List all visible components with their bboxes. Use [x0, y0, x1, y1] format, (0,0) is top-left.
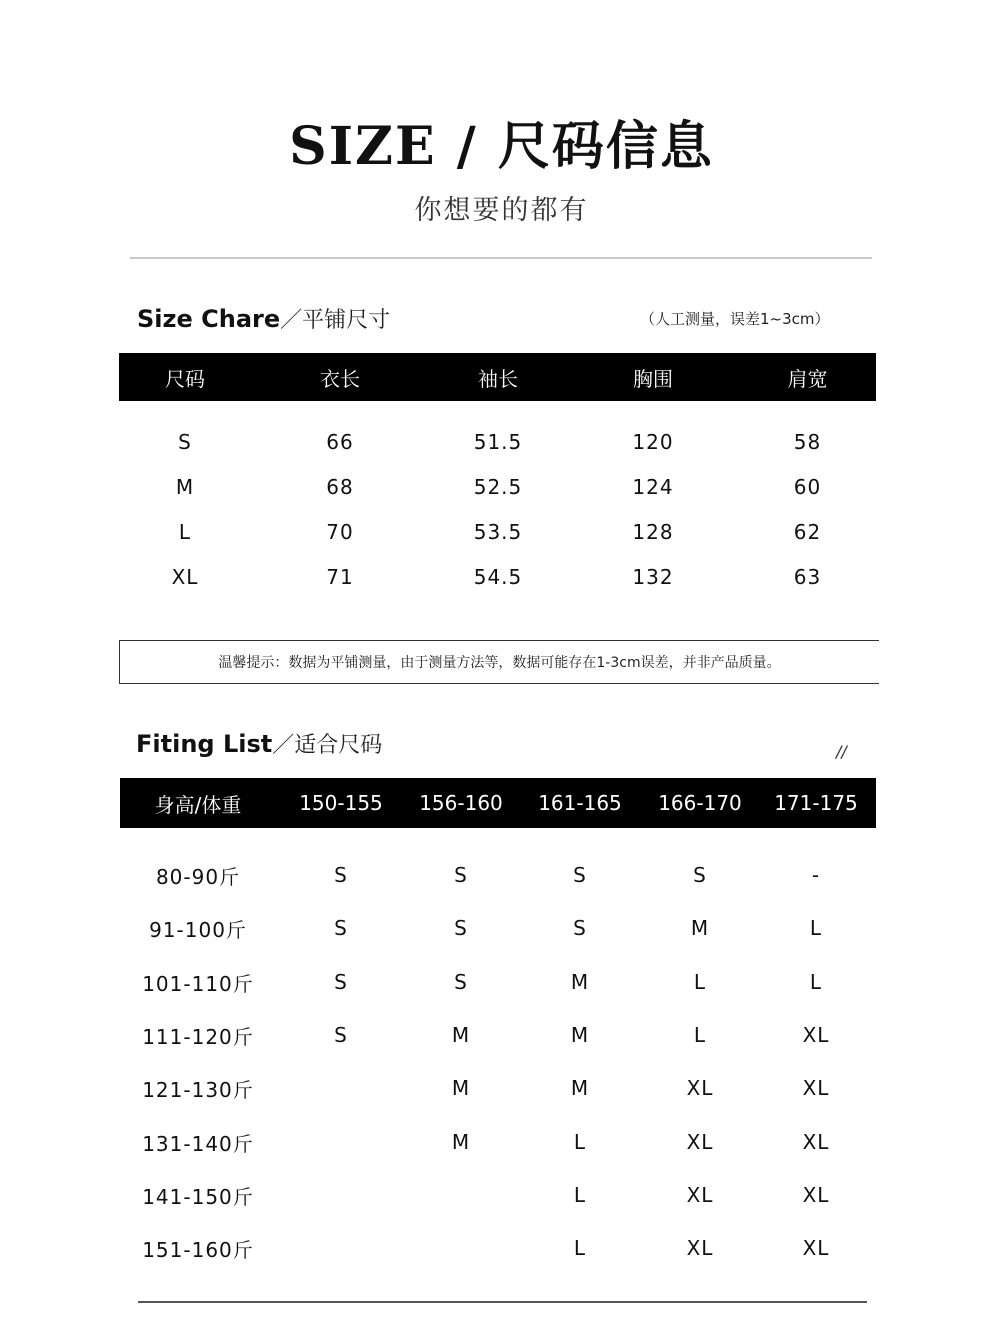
fitting-list-weight-cell: 121-130斤 [142, 1077, 254, 1102]
size-chart-cell: 132 [632, 565, 674, 589]
fitting-list-weight-cell: 151-160斤 [142, 1237, 254, 1262]
size-chart-cell: 58 [793, 430, 822, 454]
size-chart-header-cell: 胸围 [633, 366, 673, 391]
size-chart-cell: 63 [793, 565, 822, 589]
size-chart-row [119, 428, 876, 456]
size-chart-cell: 71 [326, 565, 354, 589]
fitting-list-size-cell: M [451, 1076, 471, 1100]
size-chart-title-cn: 平铺尺寸 [302, 308, 391, 333]
size-chart-header-cell: 衣长 [320, 366, 360, 391]
size-chart-cell: 54.5 [473, 565, 523, 589]
size-chart-cell: 53.5 [473, 520, 523, 544]
fitting-list-title-en: Fiting List [136, 730, 273, 758]
fitting-list-size-cell: XL [802, 1023, 830, 1047]
size-chart-cell: 128 [632, 520, 674, 544]
fitting-list-size-cell: M [570, 1076, 590, 1100]
fitting-list-weight-cell: 141-150斤 [142, 1184, 254, 1209]
fitting-list-size-cell: XL [686, 1076, 714, 1100]
fitting-list-size-cell: M [451, 1023, 471, 1047]
fitting-list-row [120, 968, 876, 996]
size-chart-cell: 124 [632, 475, 674, 499]
fitting-list-size-cell: XL [802, 1236, 830, 1260]
fitting-list-title-cn: 适合尺码 [294, 733, 383, 758]
size-chart-cell: 62 [793, 520, 822, 544]
size-chart-cell: 60 [793, 475, 822, 499]
fitting-list-row [120, 1234, 876, 1262]
size-chart-header-cell: 袖长 [478, 366, 518, 391]
size-chart-cell: 68 [326, 475, 354, 499]
size-chart-cell: 52.5 [473, 475, 523, 499]
size-chart-cell: 70 [326, 520, 354, 544]
fitting-list-header-cell: 156-160 [419, 791, 503, 815]
fitting-list-size-cell: XL [802, 1076, 830, 1100]
fitting-list-size-cell: S [334, 916, 348, 940]
fitting-list-size-cell: L [693, 1023, 707, 1047]
fitting-list-weight-cell: 111-120斤 [142, 1024, 254, 1049]
size-chart-header [119, 353, 876, 401]
fitting-list-size-cell: L [573, 1130, 587, 1154]
fitting-list-weight-cell: 131-140斤 [142, 1131, 254, 1156]
fitting-list-row [120, 1181, 876, 1209]
fitting-list-size-cell: - [811, 863, 821, 887]
fitting-list-header-cell: 166-170 [658, 791, 742, 815]
fitting-list-weight-cell: 91-100斤 [149, 917, 247, 942]
size-chart-title-sep: ／ [280, 308, 303, 333]
fitting-list-size-cell: L [809, 970, 823, 994]
size-chart-cell: M [175, 475, 195, 499]
divider-bottom [138, 1301, 867, 1303]
fitting-list-row [120, 1021, 876, 1049]
fitting-list-weight-cell: 101-110斤 [142, 971, 254, 996]
fitting-list-size-cell: L [693, 970, 707, 994]
fitting-list-size-cell: S [454, 916, 468, 940]
page-subtitle: 你想要的都有 [414, 195, 589, 226]
fitting-list-size-cell: S [454, 970, 468, 994]
size-chart-cell: 66 [326, 430, 354, 454]
fitting-list-size-cell: S [573, 916, 587, 940]
size-chart-header-cell: 肩宽 [787, 366, 828, 391]
size-chart-row [119, 473, 876, 501]
fitting-list-size-cell: M [690, 916, 710, 940]
fitting-list-size-cell: XL [686, 1236, 714, 1260]
fitting-list-size-cell: XL [802, 1130, 830, 1154]
divider-top [130, 257, 872, 259]
size-chart-row [119, 518, 876, 546]
fitting-list-row [120, 1074, 876, 1102]
fitting-list-weight-cell: 80-90斤 [155, 864, 241, 889]
fitting-list-size-cell: XL [686, 1183, 714, 1207]
tip-box [119, 640, 879, 684]
fitting-list-size-cell: S [334, 1023, 348, 1047]
page-title: SIZE / 尺码信息 [289, 116, 714, 177]
fitting-list-size-cell: L [573, 1236, 587, 1260]
fitting-list-row [120, 1128, 876, 1156]
fitting-list-title [136, 728, 382, 759]
size-chart-row [119, 563, 876, 591]
measurement-note: （人工测量，误差1~3cm） [640, 310, 830, 328]
fitting-list-size-cell: L [809, 916, 823, 940]
size-chart-cell: 120 [632, 430, 674, 454]
fitting-list-size-cell: L [573, 1183, 587, 1207]
fitting-list-size-cell: S [573, 863, 587, 887]
fitting-list-header-cell: 161-165 [538, 791, 622, 815]
size-chart-cell: S [178, 430, 192, 454]
fitting-list-header-cell: 150-155 [299, 791, 383, 815]
fitting-list-row [120, 861, 876, 889]
size-chart-cell: 51.5 [473, 430, 523, 454]
fitting-list-size-cell: M [570, 970, 590, 994]
tip-text: 温馨提示：数据为平铺测量，由于测量方法等，数据可能存在1-3cm误差，并非产品质量。 [218, 655, 781, 671]
fitting-list-header-cell: 身高/体重 [154, 792, 242, 817]
size-chart-title-en: Size Chare [137, 305, 281, 333]
fitting-list-header-cell: 171-175 [774, 791, 858, 815]
size-chart-header-cell: 尺码 [165, 366, 205, 391]
decorative-mark: // [836, 742, 847, 761]
fitting-list-size-cell: S [454, 863, 468, 887]
size-chart-cell: XL [171, 565, 199, 589]
fitting-list-size-cell: S [693, 863, 707, 887]
fitting-list-size-cell: M [451, 1130, 471, 1154]
fitting-list-size-cell: XL [802, 1183, 830, 1207]
size-chart-title [137, 303, 390, 334]
size-chart-cell: L [178, 520, 192, 544]
fitting-list-size-cell: XL [686, 1130, 714, 1154]
fitting-list-title-sep: ／ [272, 733, 295, 758]
fitting-list-row [120, 914, 876, 942]
fitting-list-size-cell: M [570, 1023, 590, 1047]
fitting-list-size-cell: S [334, 863, 348, 887]
fitting-list-header [120, 778, 876, 828]
fitting-list-size-cell: S [334, 970, 348, 994]
